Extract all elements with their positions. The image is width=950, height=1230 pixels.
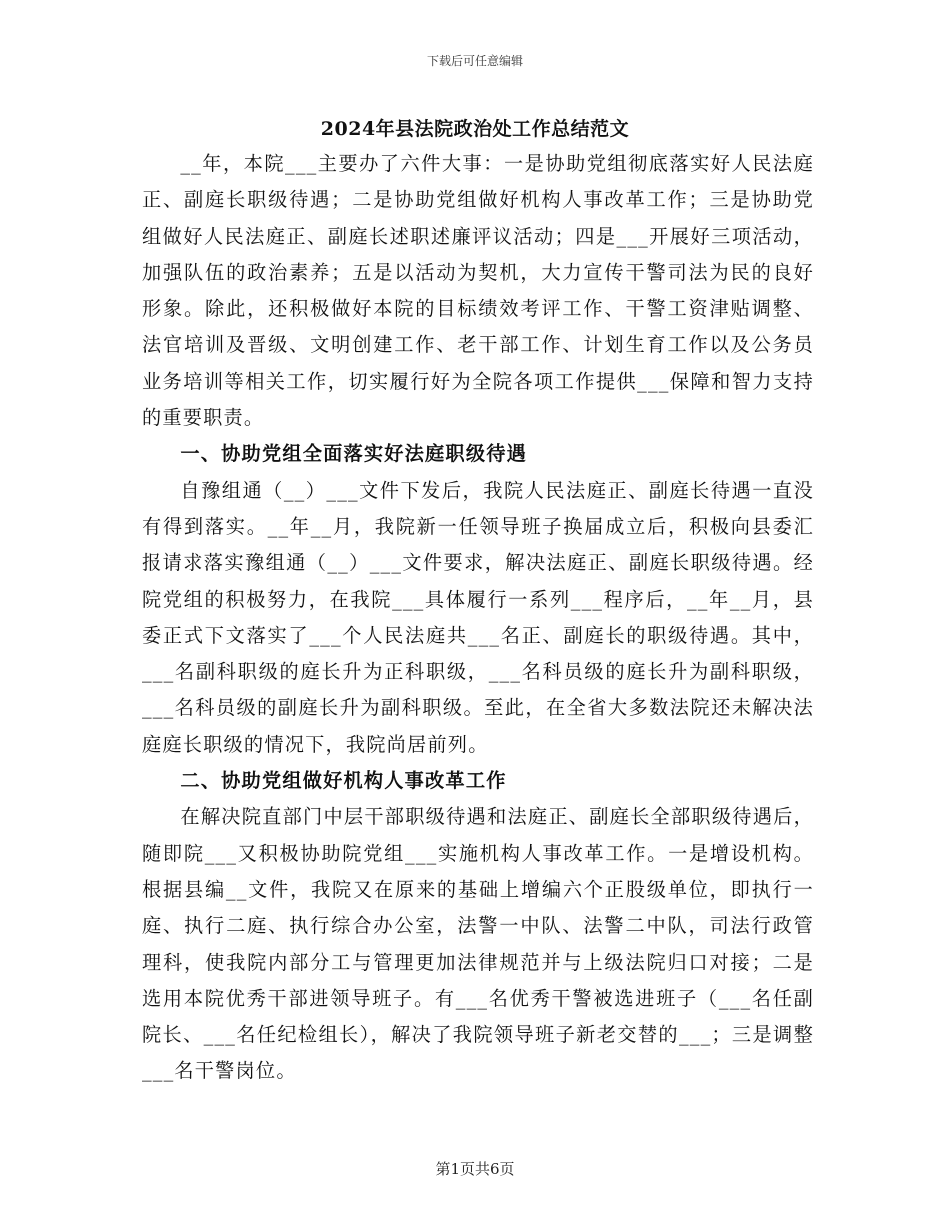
section-2-heading: 二、协助党组做好机构人事改革工作: [180, 769, 507, 793]
section-1-heading: 一、协助党组全面落实好法庭职级待遇: [180, 442, 527, 466]
intro-paragraph: __年，本院___主要办了六件大事：一是协助党组彻底落实好人民法庭正、副庭长职级待遇；二是协助党组做好机构人事改革工作；三是协助党组做好人民法庭正、副庭长述职述廉评议活动；四是___开展好三项活动，加强队伍的政治素养；五是以活动为契机，大力宣传干警司法为民的良好形象。除此，还积极做好本院的目标绩效考评工作、干警工资津贴调整、法官培训及晋级、文明创建工作、老干部工作、计划生育工作以及公务员业务培训等相关工作，切实履行好为全院各项工作提供___保障和智力支持的重要职责。: [142, 152, 814, 430]
section-1-paragraph: 自豫组通（__）___文件下发后，我院人民法庭正、副庭长待遇一直没有得到落实。__年__月，我院新一任领导班子换届成立后，积极向县委汇报请求落实豫组通（__）___文件要求，解决法庭正、副庭长职级待遇。经院党组的积极努力，在我院___具体履行一系列___程序后，__年__月，县委正式下文落实了___个人民法庭共___名正、副庭长的职级待遇。其中，___名副科职级的庭长升为正科职级，___名科员级的庭长升为副科职级，___名科员级的副庭长升为副科职级。至此，在全省大多数法院还未解决法庭庭长职级的情况下，我院尚居前列。: [142, 478, 814, 756]
document-title: 2024年县法院政治处工作总结范文: [320, 118, 630, 140]
page-header: 下载后可任意编辑: [426, 54, 523, 68]
document-body: [142, 146, 814, 1090]
page-number: 第1页共6页: [435, 1160, 515, 1178]
section-2-paragraph: 在解决院直部门中层干部职级待遇和法庭正、副庭长全部职级待遇后，随即院___又积极协助院党组___实施机构人事改革工作。一是增设机构。根据县编__文件，我院又在原来的基础上增编六个正股级单位，即执行一庭、执行二庭、执行综合办公室，法警一中队、法警二中队，司法行政管理科，使我院内部分工与管理更加法律规范并与上级法院归口对接；二是选用本院优秀干部进领导班子。有___名优秀干警被选进班子（___名任副院长、___名任纪检组长），解决了我院领导班子新老交替的___；三是调整___名干警岗位。: [142, 805, 814, 1083]
